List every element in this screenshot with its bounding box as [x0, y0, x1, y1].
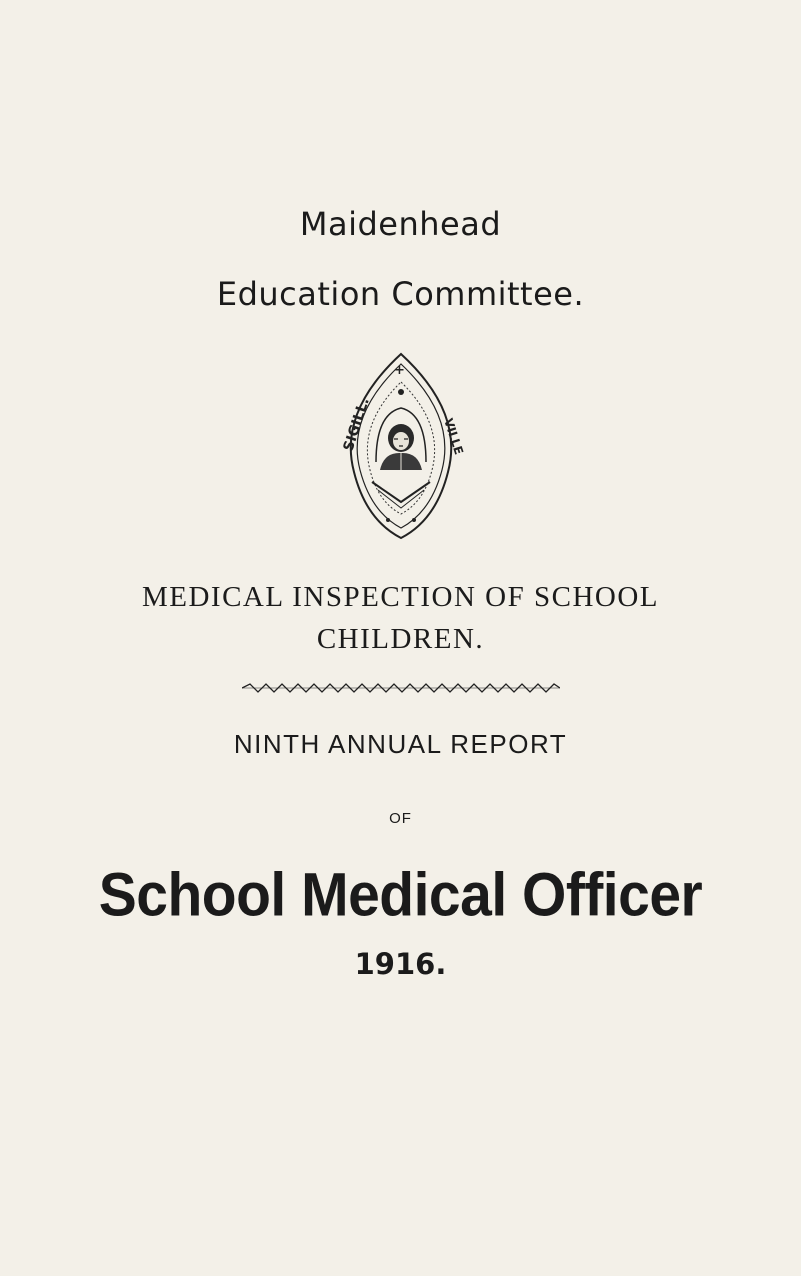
svg-text:VILLE: VILLE: [441, 416, 466, 457]
report-of: OF: [389, 810, 412, 827]
inspection-title-line-1: MEDICAL INSPECTION OF SCHOOL: [141, 581, 660, 613]
ornamental-rule: [242, 682, 560, 694]
inspection-title-line-2: CHILDREN.: [316, 623, 485, 655]
town-heading: Maidenhead: [299, 205, 502, 243]
committee-heading: Education Committee.: [216, 275, 585, 313]
svg-text:+: +: [394, 363, 405, 378]
report-year: 1916.: [354, 947, 447, 981]
svg-text:SIGILL.: SIGILL.: [340, 395, 373, 454]
borough-seal-icon: [336, 352, 466, 540]
officer-title: School Medical Officer: [98, 860, 703, 930]
report-title: NINTH ANNUAL REPORT: [233, 729, 568, 759]
